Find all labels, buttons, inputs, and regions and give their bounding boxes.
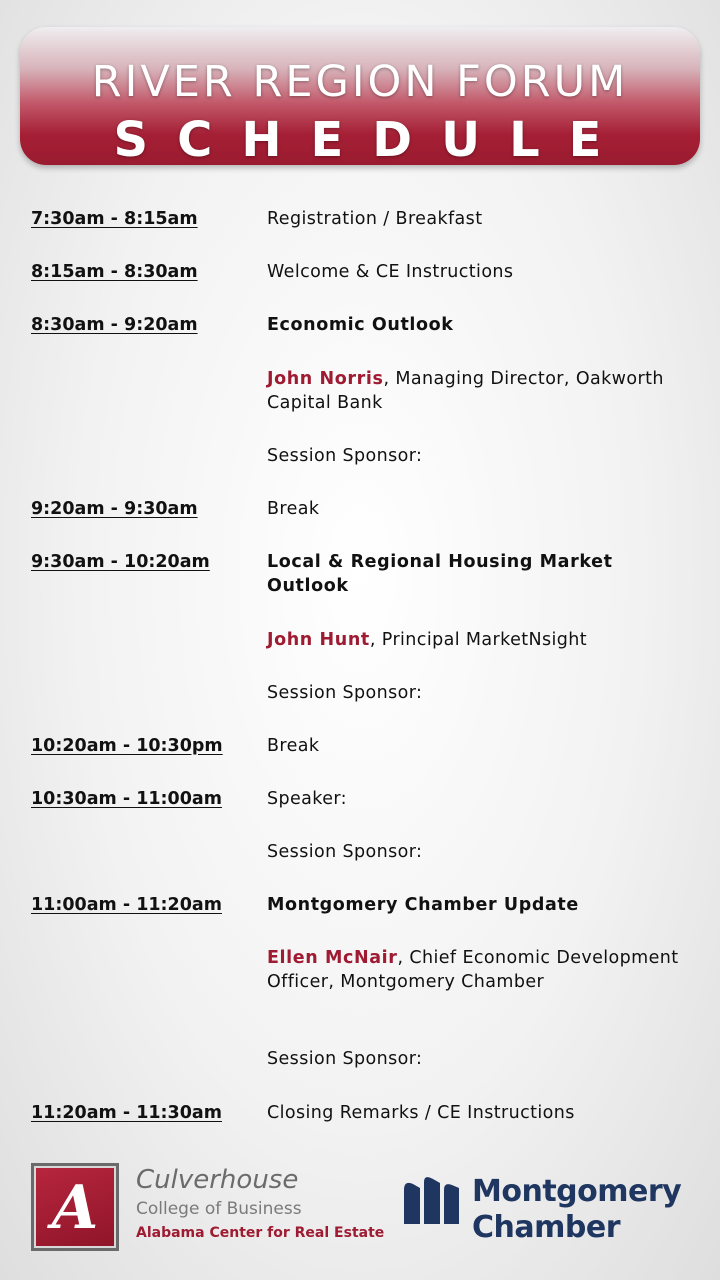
time-slot: 9:20am - 9:30am: [31, 499, 198, 519]
speaker-role: , Chief Economic Development Officer, Montgomery Chamber: [267, 948, 679, 992]
culverhouse-name: Culverhouse: [136, 1165, 299, 1195]
session-title: Welcome & CE Instructions: [267, 262, 514, 282]
chamber-line1: Montgomery: [472, 1174, 682, 1209]
culverhouse-logo: [31, 1163, 391, 1253]
montgomery-chamber-logo: [400, 1172, 700, 1247]
chamber-wordmark: [472, 1174, 681, 1246]
session-title: Closing Remarks / CE Instructions: [267, 1103, 575, 1123]
ua-letter: A: [51, 1173, 99, 1242]
speaker-line: [267, 946, 697, 994]
event-title: RIVER REGION FORUM: [91, 57, 629, 107]
script-a-mark: [40, 1172, 110, 1242]
header-banner: [20, 27, 700, 168]
session-sponsor: Session Sponsor:: [267, 446, 423, 466]
session-title: Local & Regional Housing Market Outlook: [267, 552, 613, 596]
speaker-role: , Managing Director, Oakworth Capital Bank: [267, 369, 664, 413]
time-slot: 8:30am - 9:20am: [31, 315, 198, 335]
time-slot: 9:30am - 10:20am: [31, 552, 210, 572]
speaker-line: [267, 367, 697, 415]
session-title: Montgomery Chamber Update: [267, 895, 579, 915]
chamber-m-icon: [402, 1176, 462, 1226]
session-sponsor: Session Sponsor:: [267, 1049, 423, 1069]
session-sponsor: Session Sponsor:: [267, 683, 423, 703]
session-title: Registration / Breakfast: [267, 209, 483, 229]
session-title: Economic Outlook: [267, 315, 454, 335]
session-title: Break: [267, 736, 320, 756]
speaker-name: John Hunt: [267, 630, 370, 650]
session-title: Break: [267, 499, 320, 519]
culverhouse-center: Alabama Center for Real Estate: [136, 1225, 385, 1241]
alabama-a-icon: [31, 1163, 119, 1251]
culverhouse-college: College of Business: [136, 1199, 302, 1219]
time-slot: 10:30am - 11:00am: [31, 789, 222, 809]
time-slot: 10:20am - 10:30pm: [31, 736, 223, 756]
session-sponsor: Session Sponsor:: [267, 842, 423, 862]
time-slot: 8:15am - 8:30am: [31, 262, 198, 282]
time-slot: 11:20am - 11:30am: [31, 1103, 222, 1123]
time-slot: 7:30am - 8:15am: [31, 209, 198, 229]
session-title: Speaker:: [267, 789, 347, 809]
schedule-heading: SCHEDULE: [113, 112, 631, 168]
speaker-line: [267, 628, 697, 652]
speaker-name: John Norris: [267, 369, 384, 389]
chamber-line2: Chamber: [472, 1210, 620, 1245]
speaker-role: , Principal MarketNsight: [369, 630, 588, 650]
speaker-name: Ellen McNair: [267, 948, 398, 968]
time-slot: 11:00am - 11:20am: [31, 895, 222, 915]
